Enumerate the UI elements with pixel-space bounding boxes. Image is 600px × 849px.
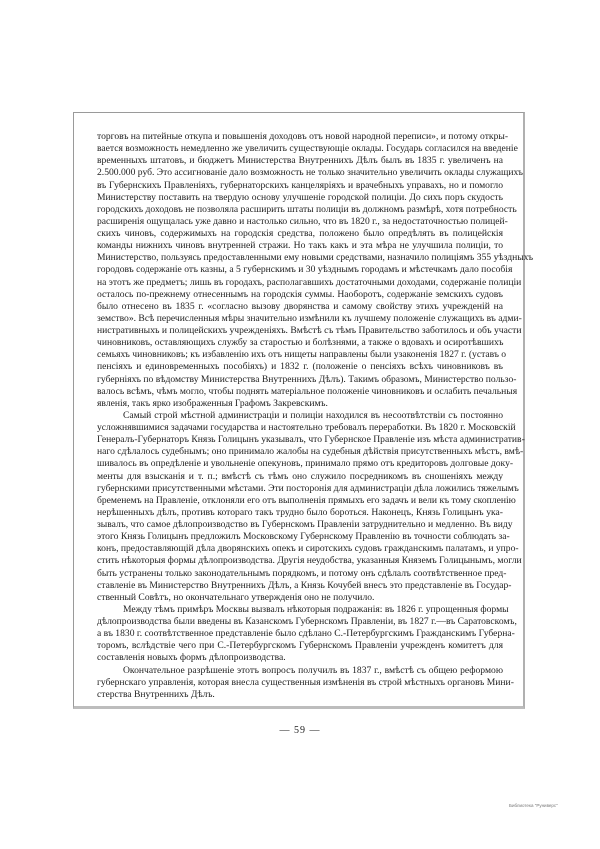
text-line: усложнявшимися задачами государства и настоятельно требовалъ переработки. Въ 1820 г. Московскій xyxy=(97,422,516,433)
text-line: быть устранены только законодательнымъ порядкомъ, и потому онъ сдѣлалъ соотвѣтственное пред- xyxy=(97,567,507,579)
page-number: — 59 — xyxy=(279,725,321,736)
text-line: нерѣшенныхъ дѣлъ, противъ котораго такъ трудно было бороться. Наконецъ, Князь Голицынъ ука- xyxy=(97,506,503,518)
text-line: менты для взысканія и т. п.; вмѣстѣ съ тѣмъ оно служило посредникомъ въ сношеніяхъ между xyxy=(97,470,503,482)
text-line: Окончательное разрѣшеніе этотъ вопросъ получилъ въ 1837 г., вмѣстѣ съ общею реформою xyxy=(123,664,503,676)
text-line: пенсіяхъ и единовременныхъ пособіяхъ) и 1832 г. (положеніе о пенсіяхъ всѣхъ чиновниковъ въ xyxy=(97,361,503,373)
paragraph xyxy=(97,664,514,701)
text-line: Между тѣмъ примѣръ Москвы вызвалъ нѣкоторыя подражанія: въ 1826 г. упрощенныя формы xyxy=(123,603,509,615)
text-line: осталось по-прежнему отнесеннымъ на городскія суммы. Наоборотъ, содержаніе земскихъ судовъ xyxy=(97,288,503,300)
paragraph xyxy=(97,131,534,410)
text-line: губерніяхъ по вѣдомству Министерства Внутреннихъ Дѣлъ). Такимъ образомъ, Министерство пользо- xyxy=(97,373,517,385)
text-line: Министерство, пользуясь предоставленными ему новыми средствами, назначило полиціямъ 355 уѣздныхъ xyxy=(97,252,534,264)
text-line: шивалось въ опредѣленіе и увольненіе опекуновъ, принимало прямо отъ кредиторовъ долговые доку- xyxy=(97,458,514,470)
text-line: губернскими присутственными мѣстами. Эти посторонія для администраціи дѣла ложились тяжелымъ xyxy=(97,482,519,494)
text-line: ставленіе въ Министерство Внутреннихъ Дѣлъ, а Князь Кочубей внесъ это представленіе въ Государ- xyxy=(97,579,512,591)
text-line: Самый строй мѣстной администраціи и полиціи находился въ несоотвѣтствіи съ постоянно xyxy=(123,409,503,421)
text-line: городскихъ доходовъ не позволяла расширить штаты полиціи въ должномъ размѣрѣ, хотя потребность xyxy=(97,203,517,215)
text-line: зывалъ, что самое дѣлопроизводство въ Губернскомъ Правленіи затруднительно и медленно. Въ виду xyxy=(97,519,513,530)
text-line: торомъ, вслѣдствіе чего при С.-Петербургскомъ Губернскомъ Правленіи учрежденъ комитетъ для xyxy=(97,640,503,652)
text-line: ственный Совѣтъ, но окончательнаго утвержденія оно не получило. xyxy=(97,591,375,603)
text-line: стить нѣкоторыя формы дѣлопроизводства. Другія неудобства, указанныя Княземъ Голицынымъ, могли xyxy=(97,555,522,567)
library-watermark: Библиотека "Руниверс" xyxy=(509,803,558,808)
text-line: наго сдѣлалось судебнымъ; оно принимало жалобы на судебныя дѣйствія присутственныхъ мѣстъ, вмѣ- xyxy=(97,446,524,458)
text-line: нистративныхъ и полицейскихъ учрежденіяхъ. Вмѣстѣ съ тѣмъ Правительство заботилось и объ участи xyxy=(97,325,522,336)
text-line: бременемъ на Правленіе, отклоняли его отъ выполненія прямыхъ его задачъ и вели къ тому скопленію xyxy=(97,494,516,506)
paragraph xyxy=(97,409,525,604)
text-line: а въ 1830 г. соотвѣтственное представленіе было сдѣлано С.-Петербургскимъ Гражданскимъ Губерна- xyxy=(97,628,515,640)
text-line: дѣлопроизводства были введены въ Казанскомъ Губернскомъ Правленіи, въ 1827 г.—въ Саратовскомъ, xyxy=(97,616,517,627)
text-line: стерства Внутреннихъ Дѣлъ. xyxy=(97,688,215,700)
text-line: временныхъ штатовъ, и бюджетъ Министерства Внутреннихъ Дѣлъ былъ въ 1835 г. увеличенъ на xyxy=(97,155,503,167)
text-line: составленія новыхъ формъ дѣлопроизводства. xyxy=(97,652,286,664)
text-line: вается возможность немедленно же увеличить существующіе оклады. Государь согласился на введеніе xyxy=(97,143,518,155)
text-line: валось всѣмъ, чѣмъ могло, чтобы поднять матеріальное положеніе чиновниковъ и ослабить печальныя xyxy=(97,385,518,397)
text-line: этого Князь Голицынъ предложилъ Московскому Губернскому Правленію въ точности соблюдать за- xyxy=(97,531,510,543)
text-line: Генералъ-Губернаторъ Князь Голицынъ указывалъ, что Губернское Правленіе изъ мѣста административ- xyxy=(97,434,525,446)
text-line: было отнесено въ 1835 г. «согласно вызову дворянства и самому свойству этихъ учрежденій на xyxy=(97,300,503,312)
text-line: расширенія ощущалась уже давно и настолько сильно, что въ 1820 г., за недостаточностью полицей- xyxy=(97,215,508,227)
text-line: конъ, предоставляющій дѣла дворянскихъ опекъ и сиротскихъ судовъ гражданскимъ палатамъ, и упро- xyxy=(97,543,519,555)
text-line: на этотъ же предметъ; лишь въ городахъ, располагавшихъ достаточными доходами, содержаніе полиціи xyxy=(97,276,522,288)
text-line: явленія, такъ ярко изображенныя Графомъ Закревскимъ. xyxy=(97,397,328,409)
text-line: въ Губернскихъ Правленіяхъ, губернаторскихъ канцеляріяхъ и врачебныхъ управахъ, но и помогло xyxy=(97,179,503,191)
text-line: городовъ содержаніе отъ казны, а 5 губернскимъ и 30 уѣзднымъ городамъ и мѣстечкамъ дало пособія xyxy=(97,264,513,276)
body-text xyxy=(97,131,534,701)
text-line: торговъ на питейные откупа и повышенія доходовъ отъ новой народной переписи», и потому откры- xyxy=(97,131,509,142)
text-line: команды нижнихъ чиновъ внутренней стражи. Но такъ какъ и эта мѣра не улучшила полиціи, то xyxy=(97,240,503,252)
text-line: земство». Всѣ перечисленныя мѣры значительно измѣнили къ лучшему положеніе служащихъ въ адми- xyxy=(97,312,522,324)
text-line: губернскаго управленія, которая внесла существенныя измѣненія въ строй мѣстныхъ органовъ Мини- xyxy=(97,676,514,688)
paragraph xyxy=(97,603,517,665)
text-line: скихъ чиновъ, содержимыхъ на городскія средства, положено было опредѣлять въ полицейскія xyxy=(97,228,503,239)
text-line: чиновниковъ, оставляющихъ службу за старостью и болѣзнями, а также о вдовахъ и осиротѣвшихъ xyxy=(97,337,504,349)
text-line: семьяхъ чиновниковъ; къ избавленію ихъ отъ нищеты направлены были узаконенія 1827 г. (уставъ о xyxy=(97,349,507,361)
text-line: 2.500.000 руб. Это ассигнованіе дало возможность не только значительно увеличить оклады служащихъ xyxy=(97,167,523,179)
text-line: Министерству поставить на твердую основу улучшеніе городской полиціи. До сихъ поръ скудость xyxy=(97,191,503,203)
